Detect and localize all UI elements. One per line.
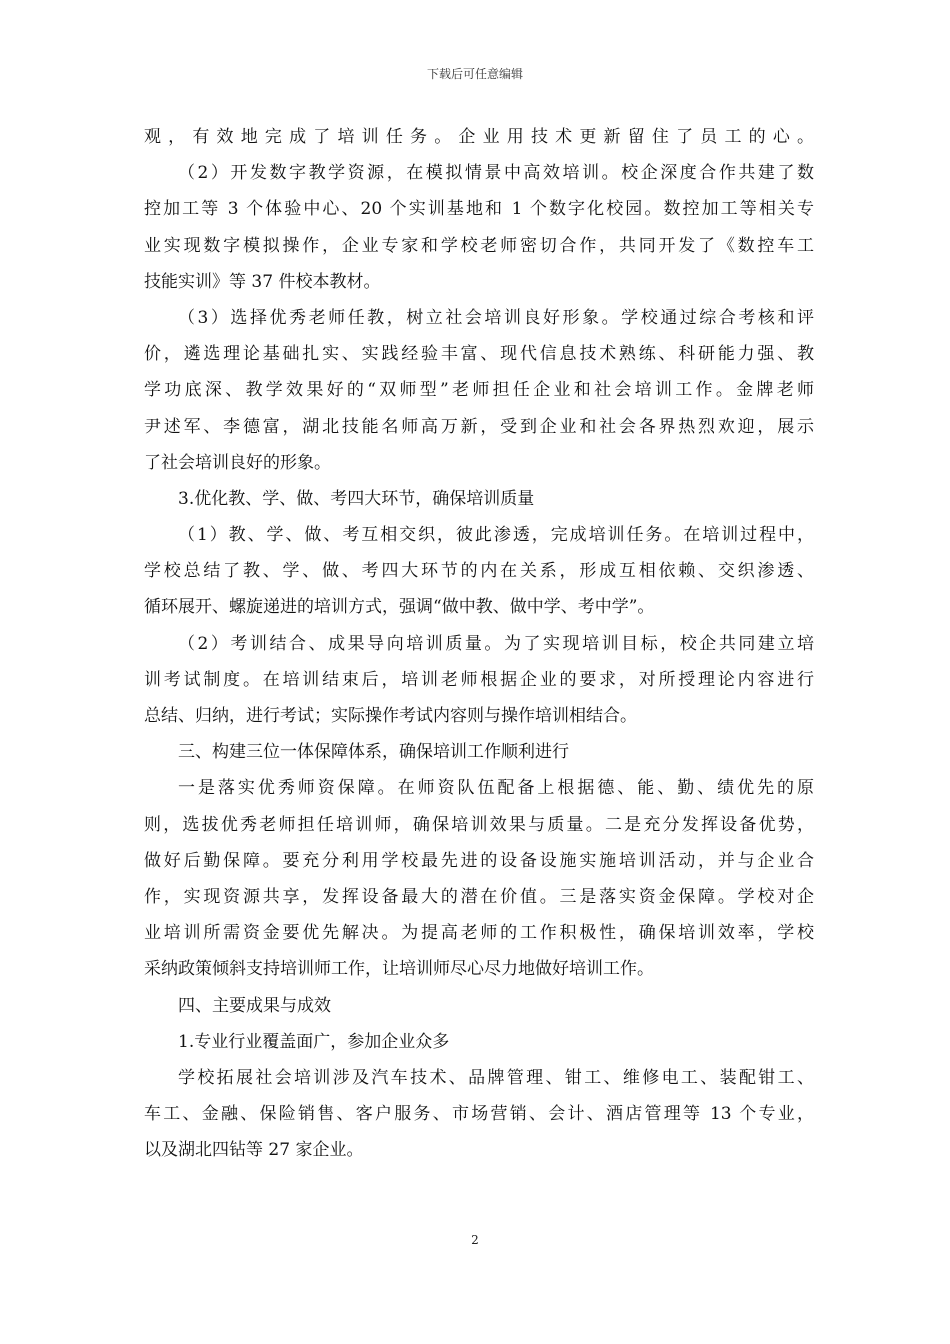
- text-line: 技能实训》等 37 件校本教材。: [144, 271, 381, 292]
- text-line: 循环展开、螺旋递进的培训方式，强调“做中教、做中学、考中学”。: [144, 597, 655, 618]
- text-line: 一是落实优秀师资保障。在师资队伍配备上根据德、能、勤、绩优先的原: [178, 778, 814, 799]
- text-line: 总结、归纳，进行考试；实际操作考试内容则与操作培训相结合。: [144, 706, 637, 726]
- section-heading: 四、主要成果与成效: [178, 995, 331, 1016]
- text-line: 作，实现资源共享，发挥设备最大的潜在价值。三是落实资金保障。学校对企: [144, 886, 814, 907]
- text-line: 了社会培训良好的形象。: [144, 452, 331, 473]
- text-line: 学功底深、教学效果好的“双师型”老师担任企业和社会培训工作。金牌老师: [144, 380, 814, 401]
- text-line: 车工、金融、保险销售、客户服务、市场营销、会计、酒店管理等 13 个专业，: [144, 1104, 814, 1125]
- text-line: 价，遴选理论基础扎实、实践经验丰富、现代信息技术熟练、科研能力强、教: [144, 344, 814, 365]
- text-line: 训考试制度。在培训结束后，培训老师根据企业的要求，对所授理论内容进行: [144, 669, 814, 690]
- page-number: 2: [471, 1233, 479, 1247]
- text-line: 做好后勤保障。要充分利用学校最先进的设备设施实施培训活动，并与企业合: [144, 850, 814, 871]
- section-heading: 3.优化教、学、做、考四大环节，确保培训质量: [178, 488, 535, 509]
- text-line: 尹述军、李德富，湖北技能名师高万新，受到企业和社会各界热烈欢迎，展示: [144, 416, 814, 437]
- text-line: 采纳政策倾斜支持培训师工作，让培训师尽心尽力地做好培训工作。: [144, 959, 654, 980]
- text-line: （1）教、学、做、考互相交织，彼此渗透，完成培训任务。在培训过程中，: [178, 525, 814, 546]
- page-header: 下载后可任意编辑: [426, 67, 523, 81]
- text-line: 业实现数字模拟操作，企业专家和学校老师密切合作，共同开发了《数控车工: [144, 235, 814, 256]
- text-line: （2）开发数字教学资源，在模拟情景中高效培训。校企深度合作共建了数: [178, 163, 814, 184]
- text-line: （2）考训结合、成果导向培训质量。为了实现培训目标，校企共同建立培: [178, 633, 814, 654]
- text-line: 以及湖北四钻等 27 家企业。: [144, 1140, 364, 1161]
- section-heading: 1.专业行业覆盖面广，参加企业众多: [178, 1031, 450, 1052]
- text-line: （3）选择优秀老师任教，树立社会培训良好形象。学校通过综合考核和评: [178, 307, 814, 328]
- text-line: 学校拓展社会培训涉及汽车技术、品牌管理、钳工、维修电工、装配钳工、: [178, 1067, 814, 1088]
- section-heading: 三、构建三位一体保障体系，确保培训工作顺利进行: [178, 742, 569, 763]
- text-line: 观，有效地完成了培训任务。企业用技术更新留住了员工的心。: [144, 127, 814, 147]
- text-line: 控加工等 3 个体验中心、20 个实训基地和 1 个数字化校园。数控加工等相关专: [144, 199, 814, 220]
- document-body: [144, 119, 814, 1168]
- text-line: 业培训所需资金要优先解决。为提高老师的工作积极性，确保培训效率，学校: [144, 923, 814, 944]
- text-line: 则，选拔优秀老师担任培训师，确保培训效果与质量。二是充分发挥设备优势，: [144, 814, 814, 835]
- text-line: 学校总结了教、学、做、考四大环节的内在关系，形成互相依赖、交织渗透、: [144, 561, 814, 582]
